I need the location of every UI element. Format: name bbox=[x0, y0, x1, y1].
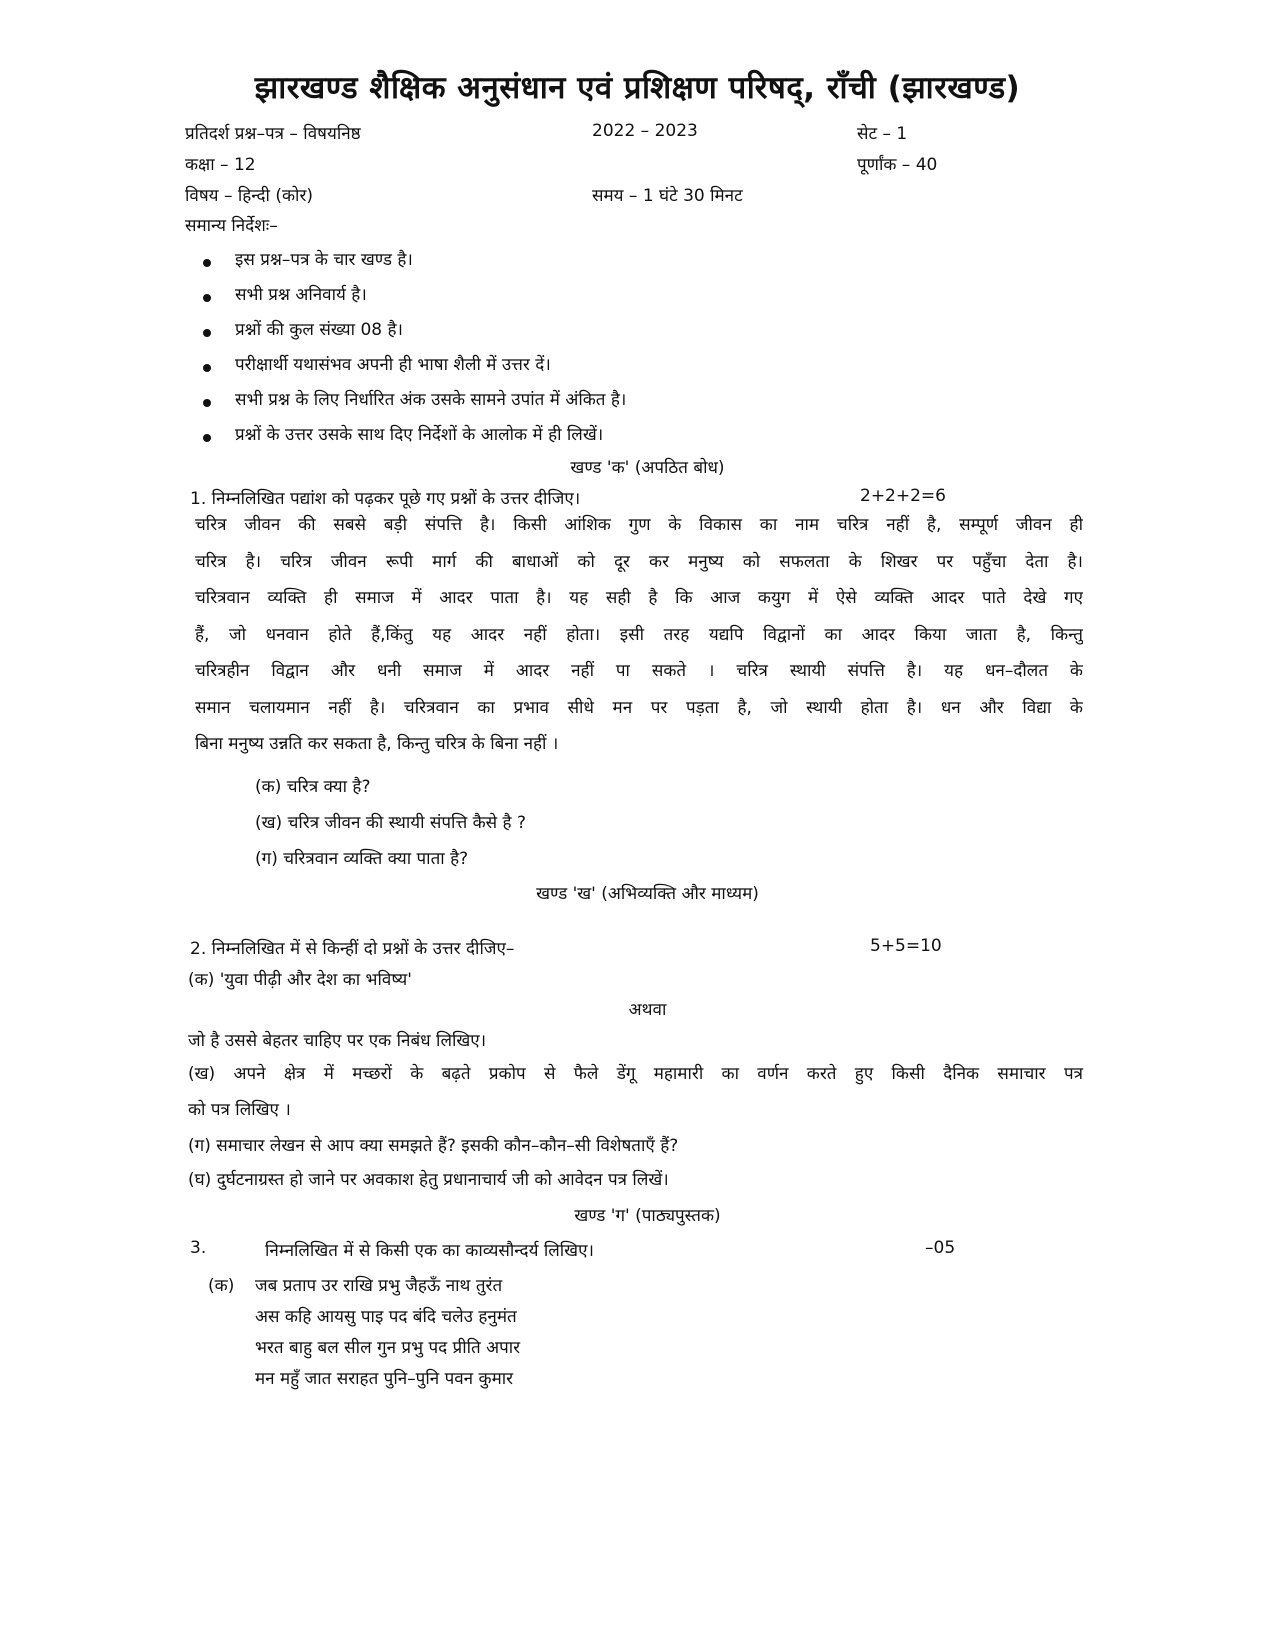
section-c-heading: खण्ड 'ग' (पाठ्यपुस्तक) bbox=[574, 1206, 721, 1226]
section-a-heading: खण्ड 'क' (अपठित बोध) bbox=[570, 458, 725, 478]
passage-line: समान चलायमान नहीं है। चरित्रवान का प्रभाव सीधे मन पर पड़ता है, जो स्थायी होता है। धन और विद्या के bbox=[195, 697, 1083, 718]
passage-line: बिना मनुष्य उन्नति कर सकता है, किन्तु चरित्र के बिना नहीं । bbox=[195, 734, 559, 754]
class-label: कक्षा – 12 bbox=[185, 155, 256, 175]
instruction-item: प्रश्नों के उत्तर उसके साथ दिए निर्देशों के आलोक में ही लिखें। bbox=[235, 425, 604, 445]
passage-line: चरित्र है। चरित्र जीवन रूपी मार्ग की बाधाओं को दूर कर मनुष्य को सफलता के शिखर पर पहुँचा देता है। bbox=[195, 551, 1083, 572]
section-b-heading: खण्ड 'ख' (अभिव्यक्ति और माध्यम) bbox=[536, 884, 759, 904]
question-3-text: निम्नलिखित में से किसी एक का काव्यसौन्दर्य लिखिए। bbox=[265, 1241, 594, 1261]
question-1-marks: 2+2+2=6 bbox=[860, 486, 946, 506]
full-marks: पूर्णांक – 40 bbox=[857, 155, 938, 175]
time-label: समय – 1 घंटे 30 मिनट bbox=[592, 186, 743, 206]
poem-label: (क) bbox=[208, 1276, 235, 1296]
bullet-icon bbox=[203, 294, 211, 302]
option-kha-line-1: (ख) अपने क्षेत्र में मच्छरों के बढ़ते प्रकोप से फैले डेंगू महामारी का वर्णन करते हुए किसी दैनिक समाचार पत्र bbox=[188, 1064, 1083, 1084]
bullet-icon bbox=[203, 399, 211, 407]
poem-line: जब प्रताप उर राखि प्रभु जैहऊँ नाथ तुरंत bbox=[255, 1276, 503, 1296]
instructions-heading: समान्य निर्देशः– bbox=[185, 216, 278, 236]
page-title: झारखण्ड शैक्षिक अनुसंधान एवं प्रशिक्षण परिषद्, राँची (झारखण्ड) bbox=[254, 70, 1021, 106]
sub-question: (क) चरित्र क्या है? bbox=[255, 777, 371, 797]
paper-type: प्रतिदर्श प्रश्न–पत्र – विषयनिष्ठ bbox=[185, 124, 361, 144]
instruction-item: इस प्रश्न–पत्र के चार खण्ड है। bbox=[235, 250, 413, 270]
instruction-item: प्रश्नों की कुल संख्या 08 है। bbox=[235, 320, 403, 340]
option-gha: (घ) दुर्घटनाग्रस्त हो जाने पर अवकाश हेतु प्रधानाचार्य जी को आवेदन पत्र लिखें। bbox=[188, 1170, 669, 1190]
academic-year: 2022 – 2023 bbox=[592, 121, 698, 141]
question-3-marks: –05 bbox=[925, 1238, 956, 1258]
question-3-number: 3. bbox=[190, 1238, 207, 1258]
poem-line: भरत बाहु बल सील गुन प्रभु पद प्रीति अपार bbox=[255, 1338, 521, 1358]
set-number: सेट – 1 bbox=[857, 124, 908, 144]
passage-line: चरित्रवान व्यक्ति ही समाज में आदर पाता है। यह सही है कि आज कयुग में ऐसे व्यक्ति आदर पाते देखे गए bbox=[195, 588, 1083, 608]
sub-question: (ख) चरित्र जीवन की स्थायी संपत्ति कैसे है ? bbox=[255, 813, 526, 833]
instruction-item: परीक्षार्थी यथासंभव अपनी ही भाषा शैली में उत्तर दें। bbox=[235, 355, 551, 375]
passage-line: हैं, जो धनवान होते हैं,किंतु यह आदर नहीं होता। इसी तरह यद्यपि विद्वानों का आदर किया जाता है, किन्तु bbox=[195, 624, 1083, 645]
sub-question: (ग) चरित्रवान व्यक्ति क्या पाता है? bbox=[255, 849, 469, 869]
poem-line: मन महुँ जात सराहत पुनि–पुनि पवन कुमार bbox=[255, 1369, 514, 1389]
poem-line: अस कहि आयसु पाइ पद बंदि चलेउ हनुमंत bbox=[255, 1307, 517, 1327]
passage-line: चरित्रहीन विद्वान और धनी समाज में आदर नहीं पा सकते । चरित्र स्थायी संपत्ति है। यह धन–दौलत के bbox=[195, 661, 1083, 681]
bullet-icon bbox=[203, 364, 211, 372]
option-ka: (क) 'युवा पीढ़ी और देश का भविष्य' bbox=[188, 970, 412, 990]
question-1-text: 1. निम्नलिखित पद्यांश को पढ़कर पूछे गए प्रश्नों के उत्तर दीजिए। bbox=[190, 489, 581, 509]
bullet-icon bbox=[203, 434, 211, 442]
bullet-icon bbox=[203, 329, 211, 337]
bullet-icon bbox=[203, 259, 211, 267]
question-2-marks: 5+5=10 bbox=[870, 936, 942, 956]
passage-line: चरित्र जीवन की सबसे बड़ी संपत्ति है। किसी आंशिक गुण के विकास का नाम चरित्र नहीं है, सम्पूर्ण जीवन ही bbox=[195, 515, 1083, 535]
athava-label: अथवा bbox=[628, 1000, 667, 1020]
option-ga: (ग) समाचार लेखन से आप क्या समझते हैं? इसकी कौन–कौन–सी विशेषताएँ हैं? bbox=[188, 1136, 679, 1156]
question-2-text: 2. निम्नलिखित में से किन्हीं दो प्रश्नों के उत्तर दीजिए– bbox=[190, 939, 515, 959]
option-ka-alternate: जो है उससे बेहतर चाहिए पर एक निबंध लिखिए। bbox=[188, 1031, 487, 1051]
passage bbox=[195, 507, 1083, 763]
instruction-item: सभी प्रश्न अनिवार्य है। bbox=[235, 285, 367, 305]
subject-label: विषय – हिन्दी (कोर) bbox=[185, 186, 314, 206]
option-kha-line-2: को पत्र लिखिए । bbox=[188, 1100, 291, 1120]
instruction-item: सभी प्रश्न के लिए निर्धारित अंक उसके सामने उपांत में अंकित है। bbox=[235, 390, 627, 410]
